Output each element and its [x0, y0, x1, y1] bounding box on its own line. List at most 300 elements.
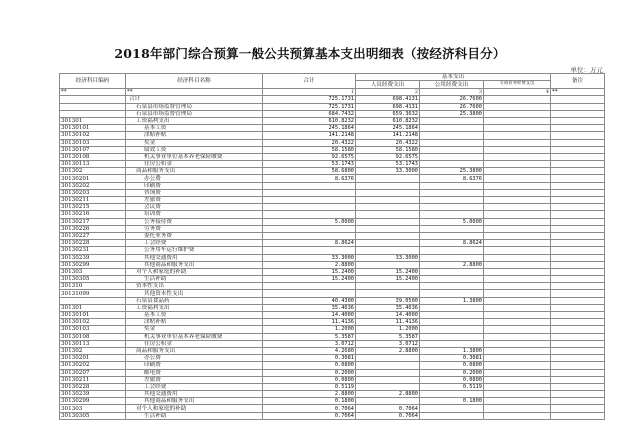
code-cell: 30130201 — [60, 355, 126, 362]
personnel-cell — [356, 232, 420, 239]
total-cell: 0.2000 — [263, 369, 356, 376]
public-cell — [420, 125, 484, 132]
header-row-group — [60, 74, 605, 81]
name-cell: 其他交通费用 — [126, 391, 263, 398]
name-cell: 劳务费 — [126, 225, 263, 232]
personnel-cell: 33.3000 — [356, 254, 420, 261]
remark-cell — [551, 319, 605, 326]
code-cell: 30130216 — [60, 211, 126, 218]
code-cell: 30130101 — [60, 312, 126, 319]
code-cell: 30130215 — [60, 204, 126, 211]
personnel-cell — [356, 283, 420, 290]
personnel-cell — [356, 197, 420, 204]
code-cell: 30130103 — [60, 139, 126, 146]
remark-cell — [551, 153, 605, 160]
total-cell: 245.1864 — [263, 125, 356, 132]
remark-cell — [551, 326, 605, 333]
code-cell: 30130211 — [60, 376, 126, 383]
special-cell — [484, 391, 551, 398]
code-cell: 30130108 — [60, 153, 126, 160]
total-cell: 92.6575 — [263, 153, 356, 160]
code-cell — [60, 103, 126, 110]
total-cell: 0.5119 — [263, 383, 356, 390]
personnel-cell: 5.3587 — [356, 333, 420, 340]
personnel-cell — [356, 189, 420, 196]
name-cell: 办公费 — [126, 355, 263, 362]
special-cell — [484, 247, 551, 254]
remark-cell — [551, 268, 605, 275]
name-cell: 办公费 — [126, 175, 263, 182]
code-cell: 30130203 — [60, 189, 126, 196]
table-row — [60, 125, 605, 132]
table-row — [60, 146, 605, 153]
public-cell: 2.8800 — [420, 261, 484, 268]
personnel-cell: 610.8232 — [356, 117, 420, 124]
total-cell — [263, 197, 356, 204]
name-cell: 其他交通费用 — [126, 254, 263, 261]
special-cell — [484, 412, 551, 419]
code-cell: 30130202 — [60, 182, 126, 189]
header-code: 经济科目编码 — [60, 74, 126, 89]
personnel-cell: 698.4131 — [356, 96, 420, 103]
name-cell: 培训费 — [126, 211, 263, 218]
special-cell — [484, 232, 551, 239]
public-cell — [420, 290, 484, 297]
name-cell: 对个人和家庭的补助 — [126, 268, 263, 275]
total-cell: 141.2148 — [263, 132, 356, 139]
code-cell: 30130211 — [60, 197, 126, 204]
remark-cell — [551, 110, 605, 117]
personnel-cell: 33.3000 — [356, 168, 420, 175]
public-cell — [420, 391, 484, 398]
remark-cell — [551, 398, 605, 405]
table-row — [60, 355, 605, 362]
header-special: 专项业务经费支出 — [484, 81, 551, 89]
special-cell — [484, 132, 551, 139]
special-cell — [484, 182, 551, 189]
special-cell — [484, 168, 551, 175]
public-cell: 0.3081 — [420, 355, 484, 362]
special-cell — [484, 376, 551, 383]
special-cell — [484, 189, 551, 196]
code-cell: 30130239 — [60, 254, 126, 261]
name-cell: 差旅费 — [126, 376, 263, 383]
total-cell: 5.3587 — [263, 333, 356, 340]
special-cell — [484, 340, 551, 347]
code-cell: 301310 — [60, 283, 126, 290]
total-cell — [263, 247, 356, 254]
public-cell — [420, 225, 484, 232]
remark-cell — [551, 412, 605, 419]
total-cell: 0.0800 — [263, 376, 356, 383]
total-cell: 11.4136 — [263, 319, 356, 326]
personnel-cell: 698.4131 — [356, 103, 420, 110]
public-cell — [420, 161, 484, 168]
table-row — [60, 110, 605, 117]
remark-cell — [551, 240, 605, 247]
special-cell — [484, 347, 551, 354]
public-cell: 1.3800 — [420, 347, 484, 354]
table-row — [60, 290, 605, 297]
public-cell — [420, 304, 484, 311]
code-cell: 30130305 — [60, 412, 126, 419]
total-cell: 1.2000 — [263, 326, 356, 333]
public-cell — [420, 312, 484, 319]
public-cell — [420, 204, 484, 211]
remark-cell — [551, 211, 605, 218]
table-row — [60, 369, 605, 376]
public-cell — [420, 412, 484, 419]
remark-cell — [551, 355, 605, 362]
personnel-cell: 53.1743 — [356, 161, 420, 168]
public-cell: 5.0000 — [420, 218, 484, 225]
public-cell — [420, 146, 484, 153]
total-cell: 5.0000 — [263, 218, 356, 225]
code-cell: 30130299 — [60, 398, 126, 405]
name-cell: 工会经费 — [126, 240, 263, 247]
remark-cell — [551, 247, 605, 254]
special-cell — [484, 283, 551, 290]
table-row — [60, 175, 605, 182]
public-cell: 25.3800 — [420, 168, 484, 175]
code-cell: 30130228 — [60, 383, 126, 390]
code-cell: 30130201 — [60, 175, 126, 182]
name-cell: 津贴补贴 — [126, 132, 263, 139]
personnel-cell: 15.2400 — [356, 268, 420, 275]
total-cell: 20.4322 — [263, 139, 356, 146]
header-index-row — [60, 89, 605, 96]
name-cell: 印刷费 — [126, 362, 263, 369]
table-row — [60, 376, 605, 383]
special-cell — [484, 290, 551, 297]
header-personnel: 人员经费支出 — [356, 81, 420, 89]
remark-cell — [551, 96, 605, 103]
name-cell: 机关事业单位基本养老保险缴费 — [126, 333, 263, 340]
table-row — [60, 153, 605, 160]
personnel-cell: 245.1864 — [356, 125, 420, 132]
table-row — [60, 254, 605, 261]
table-row — [60, 103, 605, 110]
total-cell: 684.7432 — [263, 110, 356, 117]
name-cell: 石泉县食品药 — [126, 297, 263, 304]
remark-cell — [551, 161, 605, 168]
public-cell: 25.3800 — [420, 110, 484, 117]
name-cell: 工资福利支出 — [126, 117, 263, 124]
table-row — [60, 218, 605, 225]
table-row — [60, 412, 605, 419]
personnel-cell — [356, 211, 420, 218]
public-cell: 0.0800 — [420, 362, 484, 369]
code-cell: 30130107 — [60, 146, 126, 153]
remark-cell — [551, 218, 605, 225]
total-cell: 0.7064 — [263, 412, 356, 419]
index-2: 2 — [356, 89, 420, 96]
total-cell: 0.7064 — [263, 405, 356, 412]
remark-cell — [551, 146, 605, 153]
total-cell: 4.2680 — [263, 347, 356, 354]
name-cell: 津贴补贴 — [126, 319, 263, 326]
name-cell: 印刷费 — [126, 182, 263, 189]
personnel-cell: 1.2000 — [356, 326, 420, 333]
name-cell: 邮电费 — [126, 369, 263, 376]
public-cell: 8.6376 — [420, 175, 484, 182]
personnel-cell — [356, 355, 420, 362]
public-cell — [420, 319, 484, 326]
personnel-cell: 39.0500 — [356, 297, 420, 304]
index-mark: ** — [60, 89, 126, 96]
remark-cell — [551, 276, 605, 283]
code-cell: 30130226 — [60, 225, 126, 232]
name-cell: 绩效工资 — [126, 146, 263, 153]
personnel-cell: 0.7064 — [356, 405, 420, 412]
code-cell: 301302 — [60, 168, 126, 175]
special-cell — [484, 218, 551, 225]
code-cell — [60, 110, 126, 117]
special-cell — [484, 204, 551, 211]
code-cell: 30130113 — [60, 161, 126, 168]
special-cell — [484, 333, 551, 340]
code-cell: 30130102 — [60, 132, 126, 139]
table-row — [60, 168, 605, 175]
remark-cell — [551, 304, 605, 311]
personnel-cell — [356, 261, 420, 268]
name-cell: 住房公积金 — [126, 161, 263, 168]
name-cell: 住房公积金 — [126, 340, 263, 347]
total-cell — [263, 204, 356, 211]
code-cell: 30130103 — [60, 326, 126, 333]
header-remark: 备注 — [551, 74, 605, 89]
table-row — [60, 340, 605, 347]
public-cell — [420, 340, 484, 347]
total-cell: 15.2400 — [263, 276, 356, 283]
public-cell: 0.2000 — [420, 369, 484, 376]
special-cell — [484, 161, 551, 168]
total-cell — [263, 283, 356, 290]
public-cell — [420, 283, 484, 290]
header-total: 合计 — [263, 74, 356, 89]
public-cell: 8.8624 — [420, 240, 484, 247]
total-cell: 53.1743 — [263, 161, 356, 168]
index-3: 3 — [420, 89, 484, 96]
table-row — [60, 383, 605, 390]
name-cell: 其他商品和服务支出 — [126, 398, 263, 405]
special-cell — [484, 240, 551, 247]
name-cell: 委托业务费 — [126, 232, 263, 239]
total-cell — [263, 290, 356, 297]
personnel-cell: 20.4322 — [356, 139, 420, 146]
special-cell — [484, 117, 551, 124]
public-cell: 0.5119 — [420, 383, 484, 390]
name-cell: 商品和服务支出 — [126, 168, 263, 175]
personnel-cell — [356, 225, 420, 232]
remark-cell — [551, 362, 605, 369]
name-cell: 咨询费 — [126, 189, 263, 196]
remark-cell — [551, 283, 605, 290]
table-row — [60, 319, 605, 326]
code-cell: 301301 — [60, 117, 126, 124]
code-cell: 30130305 — [60, 276, 126, 283]
remark-cell — [551, 290, 605, 297]
remark-cell — [551, 405, 605, 412]
table-row — [60, 312, 605, 319]
remark-cell — [551, 139, 605, 146]
total-cell: 14.4000 — [263, 312, 356, 319]
public-cell — [420, 139, 484, 146]
table-row — [60, 117, 605, 124]
remark-cell — [551, 297, 605, 304]
code-cell: 301303 — [60, 268, 126, 275]
name-cell: 奖金 — [126, 139, 263, 146]
special-cell — [484, 304, 551, 311]
remark-cell — [551, 391, 605, 398]
name-cell: 会议费 — [126, 204, 263, 211]
special-cell — [484, 146, 551, 153]
code-cell: 30130217 — [60, 218, 126, 225]
personnel-cell: 15.2400 — [356, 276, 420, 283]
public-cell: 1.3800 — [420, 297, 484, 304]
public-cell — [420, 182, 484, 189]
personnel-cell — [356, 175, 420, 182]
code-cell: 30130227 — [60, 232, 126, 239]
personnel-cell — [356, 398, 420, 405]
remark-cell — [551, 168, 605, 175]
index-4: 4 — [484, 89, 551, 96]
name-cell: 其他资本性支出 — [126, 290, 263, 297]
budget-table — [59, 73, 605, 420]
code-cell: 30130113 — [60, 340, 126, 347]
special-cell — [484, 261, 551, 268]
name-cell: 生活补助 — [126, 412, 263, 419]
personnel-cell — [356, 376, 420, 383]
code-cell: 301302 — [60, 347, 126, 354]
name-cell: 工资福利支出 — [126, 304, 263, 311]
special-cell — [484, 96, 551, 103]
table-row — [60, 326, 605, 333]
name-cell: 石泉县市场监督管理局 — [126, 103, 263, 110]
special-cell — [484, 383, 551, 390]
table-row — [60, 405, 605, 412]
special-cell — [484, 362, 551, 369]
public-cell — [420, 117, 484, 124]
special-cell — [484, 369, 551, 376]
total-cell — [263, 189, 356, 196]
personnel-cell — [356, 362, 420, 369]
code-cell — [60, 297, 126, 304]
name-cell: 商品和服务支出 — [126, 347, 263, 354]
table-row — [60, 132, 605, 139]
code-cell: 30130101 — [60, 125, 126, 132]
remark-cell — [551, 225, 605, 232]
name-cell: 生活补助 — [126, 276, 263, 283]
special-cell — [484, 312, 551, 319]
name-cell: 合计 — [126, 96, 263, 103]
table-row — [60, 304, 605, 311]
name-cell: 基本工资 — [126, 312, 263, 319]
special-cell — [484, 110, 551, 117]
total-cell — [263, 182, 356, 189]
remark-cell — [551, 175, 605, 182]
total-cell: 33.3000 — [263, 254, 356, 261]
name-cell: 机关事业单位基本养老保险缴费 — [126, 153, 263, 160]
table-row — [60, 139, 605, 146]
code-cell: 30130202 — [60, 362, 126, 369]
remark-cell — [551, 376, 605, 383]
table-row — [60, 96, 605, 103]
table-row — [60, 161, 605, 168]
special-cell — [484, 355, 551, 362]
personnel-cell: 2.8800 — [356, 347, 420, 354]
code-cell: 30130102 — [60, 319, 126, 326]
special-cell — [484, 254, 551, 261]
table-row — [60, 211, 605, 218]
table-row — [60, 204, 605, 211]
personnel-cell — [356, 182, 420, 189]
personnel-cell — [356, 218, 420, 225]
total-cell: 0.1800 — [263, 398, 356, 405]
code-cell — [60, 96, 126, 103]
code-cell: 30130108 — [60, 333, 126, 340]
table-row — [60, 232, 605, 239]
personnel-cell: 35.4636 — [356, 304, 420, 311]
public-cell — [420, 211, 484, 218]
total-cell — [263, 232, 356, 239]
code-cell: 30130231 — [60, 247, 126, 254]
header-name: 经济科目名称 — [126, 74, 263, 89]
name-cell: 对个人和家庭的补助 — [126, 405, 263, 412]
table-row — [60, 182, 605, 189]
name-cell: 石泉县市场监督管理局 — [126, 110, 263, 117]
total-cell: 2.8800 — [263, 261, 356, 268]
unit-label: 单位：万元 — [570, 66, 603, 74]
special-cell — [484, 197, 551, 204]
total-cell: 3.0712 — [263, 340, 356, 347]
total-cell: 610.8232 — [263, 117, 356, 124]
public-cell: 0.1800 — [420, 398, 484, 405]
remark-cell — [551, 103, 605, 110]
name-cell: 基本工资 — [126, 125, 263, 132]
report-title: 2018年部门综合预算一般公共预算基本支出明细表（按经济科目分） — [114, 46, 506, 61]
personnel-cell — [356, 247, 420, 254]
total-cell: 35.4636 — [263, 304, 356, 311]
name-cell: 公务用车运行维护费 — [126, 247, 263, 254]
total-cell: 8.8624 — [263, 240, 356, 247]
special-cell — [484, 153, 551, 160]
code-cell: 301303 — [60, 405, 126, 412]
remark-cell — [551, 261, 605, 268]
remark-cell — [551, 117, 605, 124]
remark-cell — [551, 312, 605, 319]
personnel-cell: 11.4136 — [356, 319, 420, 326]
table-row — [60, 391, 605, 398]
table-row — [60, 297, 605, 304]
special-cell — [484, 103, 551, 110]
code-cell: 30130239 — [60, 391, 126, 398]
table-row — [60, 225, 605, 232]
special-cell — [484, 175, 551, 182]
total-cell: 2.8800 — [263, 391, 356, 398]
personnel-cell: 92.6575 — [356, 153, 420, 160]
public-cell — [420, 268, 484, 275]
total-cell: 725.1731 — [263, 103, 356, 110]
personnel-cell: 3.0712 — [356, 340, 420, 347]
special-cell — [484, 139, 551, 146]
personnel-cell — [356, 240, 420, 247]
table-row — [60, 276, 605, 283]
total-cell: 8.6376 — [263, 175, 356, 182]
total-cell: 58.1580 — [263, 146, 356, 153]
remark-cell — [551, 204, 605, 211]
remark-cell — [551, 132, 605, 139]
